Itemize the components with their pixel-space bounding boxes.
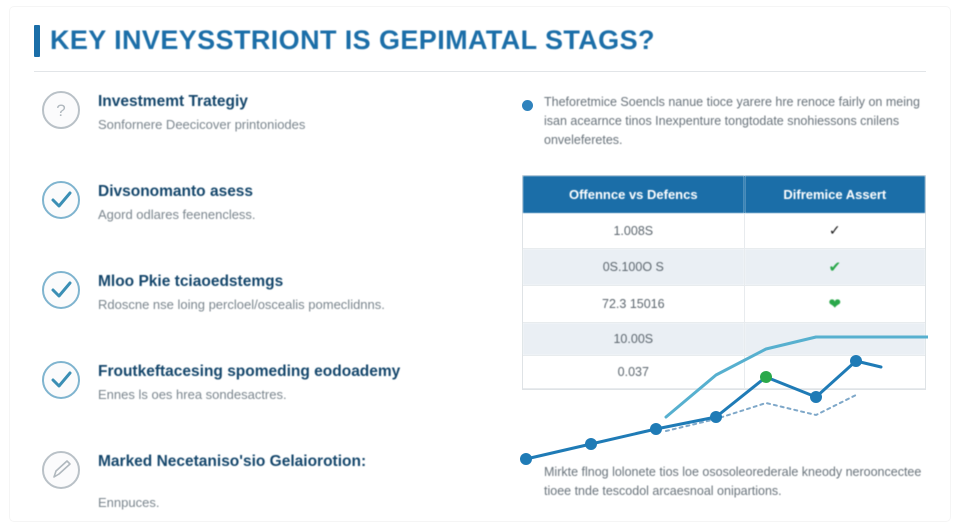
svg-text:?: ?: [56, 101, 66, 120]
list-item-desc: Ennes ls oes hrea sondesactres.: [98, 387, 287, 402]
list-item-desc: Ennpuces.: [98, 495, 160, 510]
table-cell-value: 0.037: [523, 356, 744, 389]
list-item-desc: Rdoscne nse loing percloel/oscealis pomeclidnns.: [98, 297, 385, 312]
table-cell-mark: [744, 323, 925, 356]
check-dark-icon: ✓: [828, 222, 841, 238]
table-cell-mark: [744, 249, 925, 286]
list-item-title: Marked Necetaniso'sio Gelaiorotion:: [98, 453, 367, 470]
right-panel: [516, 87, 928, 505]
table-row[interactable]: [523, 286, 925, 323]
title-divider: [34, 71, 926, 72]
chart-marker: [585, 438, 597, 450]
table-cell-value: 0S.100O S: [523, 249, 744, 286]
bullet-note-text: Theforetmice Soencls nanue tioce yarere hre renoce fairly on meing isan acearnce tinos Inexpenture tongtodate snohiessons cnilens onveleferetes.: [544, 95, 920, 147]
comparison-table: [522, 175, 926, 390]
accent-bar: [34, 25, 40, 57]
page-title: KEY INVEYSSTRIONT IS GEPIMATAL STAGS?: [50, 25, 655, 55]
list-item-title: Froutkeftacesing spomeding eodoademy: [98, 363, 401, 380]
table-cell-mark: [744, 356, 925, 389]
table-row[interactable]: [523, 356, 925, 389]
list-item[interactable]: [34, 355, 494, 431]
table-row[interactable]: [523, 249, 925, 286]
footer-note-text: Mirkte flnog lolonete tios loe ososoleorederale kneody nerooncectee tioee tnde tescodol arcaesnoal onipartions.: [544, 465, 922, 498]
table-row[interactable]: [523, 213, 925, 249]
list-item[interactable]: [34, 265, 494, 341]
table-cell-mark: [744, 213, 925, 249]
table-cell-value: 1.008S: [523, 213, 744, 249]
check-icon: [42, 181, 80, 219]
list-item-desc: Agord odlares feenencless.: [98, 207, 256, 222]
list-item-title: Mloo Pkie tciaoedstemgs: [98, 273, 284, 290]
list-item-desc: Sonfornere Deecicover printoniodes: [98, 117, 306, 132]
chart-series-dotted: [666, 395, 856, 431]
pencil-icon: [42, 451, 80, 489]
bullet-dot-icon: [522, 100, 533, 111]
key-points-list: [34, 85, 494, 510]
table-header-difference: Difremice Assert: [744, 176, 925, 213]
chart-marker: [810, 391, 822, 403]
check-green-icon: ✔: [828, 259, 842, 276]
check-icon: [42, 271, 80, 309]
title-bar: [10, 7, 950, 69]
table-row[interactable]: [523, 323, 925, 356]
list-item[interactable]: [34, 175, 494, 251]
slide-card: [10, 7, 950, 521]
table-cell-value: 10.00S: [523, 323, 744, 356]
chart-marker: [710, 411, 722, 423]
table-cell-value: 72.3 15016: [523, 286, 744, 323]
table-header-row: [523, 176, 925, 213]
list-item-title: Investmemt Trategiy: [98, 93, 248, 110]
heart-green-icon: ❤: [828, 296, 842, 313]
chart-marker: [650, 423, 662, 435]
check-icon: [42, 361, 80, 399]
table-header-offence: Offennce vs Defencs: [523, 176, 744, 213]
list-item-title: Divsonomanto asess: [98, 183, 254, 200]
chart-marker: [520, 453, 532, 465]
table-cell-mark: [744, 286, 925, 323]
list-item[interactable]: [34, 85, 494, 161]
list-item[interactable]: [34, 445, 494, 521]
question-mark-icon: [42, 91, 80, 129]
